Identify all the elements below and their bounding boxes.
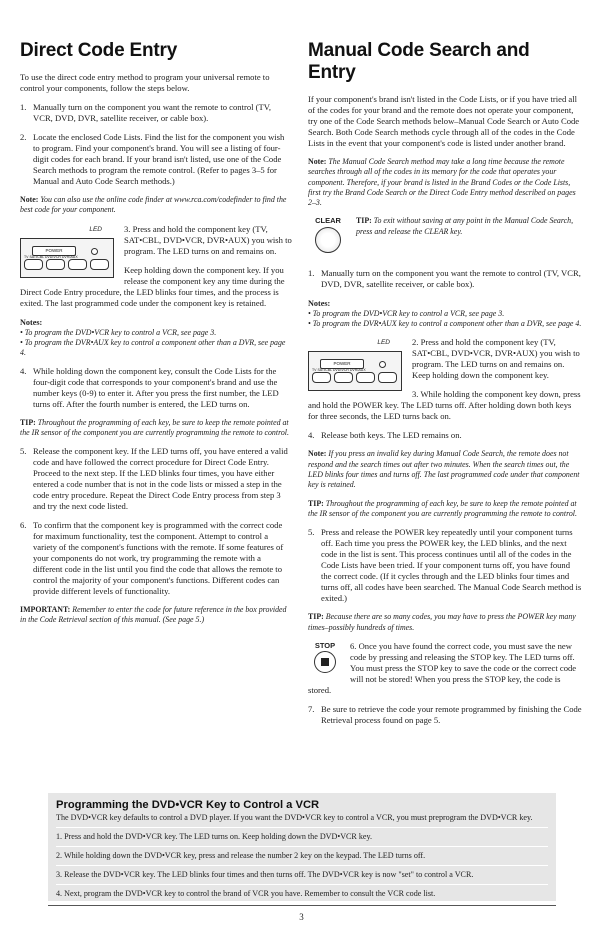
dvd-vcr-key-icon — [68, 259, 87, 270]
component-keys-figure — [312, 372, 397, 383]
step-4: 4. Release both keys. The LED remains on. — [308, 430, 462, 441]
stop-key-label: STOP — [314, 640, 336, 650]
step-text: While holding down the component key, consult the Code Lists for the four-digit code that corresponds to your component's brand and use the number keys (0-9) to enter it. After you press the first number, the LED turns off. After the fourth number is entered, the LED turns on. — [33, 365, 279, 409]
intro-text: If your component's brand isn't listed in the Code Lists, or if you have tried all of the codes for your brand and the remote does not operate your component, try one of the Code Search methods below–Manual Code Search or Auto Code Search. Both Code Search methods cycle through all of the codes in the Code Lists in the event that your component's code is listed under another brand. — [308, 94, 580, 148]
tip — [308, 216, 582, 237]
important-note — [20, 605, 292, 626]
power-key-figure: POWER — [320, 359, 364, 369]
clear-key-label: CLEAR — [315, 216, 341, 226]
box-step: 1. Press and hold the DVD•VCR key. The LED turns on. Keep holding down the DVD•VCR key. — [56, 827, 548, 846]
intro-text: To use the direct code entry method to program your universal remote to control your components, follow the steps below. — [20, 72, 270, 93]
step-text: Manually turn on the component you want the remote to control (TV, VCR, DVD, DVR, satellite receiver, or cable box). — [321, 268, 581, 290]
tip-text: To exit without saving at any point in the Manual Code Search, press and release the CLEAR key. — [356, 216, 574, 236]
power-key-figure: POWER — [32, 246, 76, 256]
component-key-labels: TV SAT•CBL DVD•VCR DVR•AUX — [24, 254, 78, 259]
tip-label: TIP: — [20, 417, 36, 427]
step-text: Locate the enclosed Code Lists. Find the list for the component you wish to program. Find your component's brand. You will see a listing of four-digit codes for each brand. If your brand isn't listed, use one of the Code Search methods to program the remote control. (Refer to pages 3–5 for Manual and Auto Code Search methods.) — [33, 132, 285, 186]
step-5: 5. Press and release the POWER key repeatedly until your component turns off. Each time you press the POWER key, the LED blinks, and the next code in the list is sent. This process continues until all of the codes in the Code Lists have been tried. If your component turns off, you have found the correct code. (If it cycles through and the LED blinks four times and turns off, all codes have been searched. The Manual Code Search method is exited.) — [308, 527, 582, 604]
note-bullet: • To program the DVD•VCR key to control a VCR, see page 3. — [20, 327, 217, 337]
step-3: 3. Press and hold the component key (TV, SAT•CBL, DVD•VCR, DVR•AUX) you wish to program. The LED turns on and remains on. — [124, 223, 292, 256]
box-step: 2. While holding down the DVD•VCR key, press and release the number 2 key on the keypad. The LED turns off. — [56, 846, 548, 865]
note-bullet: • To program the DVR•AUX key to control a component other than a DVR, see page 4. — [20, 337, 286, 357]
right-column — [308, 40, 582, 734]
step-text: Once you have found the correct code, you must save the new code by pressing and releasing the STOP key. The LED turns off. You must press the STOP key to save the code or the correct code will not be stored! When you press the STOP key, the code is stored. — [308, 640, 577, 695]
tip — [20, 418, 292, 439]
notes — [308, 298, 582, 329]
note-label: Note: — [308, 449, 327, 459]
note — [20, 195, 292, 216]
section-title-direct-code-entry: Direct Code Entry — [20, 40, 178, 61]
left-column — [20, 40, 292, 634]
step-2-3-block — [308, 337, 582, 430]
step-2: 2. Locate the enclosed Code Lists. Find the list for the component you wish to program. Find your component's brand. You will see a listing of four-digit codes for each brand. If your brand isn't listed, use one of the Code Search methods to program the remote control. (Refer to pages 3–5 for Manual and Auto Code Search methods.) — [20, 132, 285, 186]
stop-key-illustration — [308, 641, 342, 681]
step-5: 5. Release the component key. If the LED turns off, you have entered a valid code and have followed the correct procedure for Direct Code Entry. Proceed to the next step. If the LED blinks four times, you have either entered a code number that is not in the code lists or missed a step in the code entry procedure. Repeat the Direct Code Entry process from step 3 and try the next code listed. — [20, 446, 288, 512]
dvr-aux-key-icon — [378, 372, 397, 383]
section-title-manual-code-search: Manual Code Search and Entry — [308, 40, 530, 83]
step-1: 1. Manually turn on the component you want the remote to control (TV, VCR, DVD, DVR, satellite receiver, or cable box). — [20, 102, 272, 123]
step-text: Press and hold the component key (TV, SAT•CBL, DVD•VCR, DVR•AUX) you wish to program. The LED turns on and remains on. — [124, 223, 292, 256]
tv-key-icon — [312, 372, 331, 383]
tip-label: TIP: — [308, 498, 324, 508]
remote-illustration — [308, 339, 404, 391]
box-intro: The DVD•VCR key defaults to control a DVD player. If you want the DVD•VCR key to control a VCR, you must preprogram the DVD•VCR key. — [56, 813, 533, 822]
step-text: Press and release the POWER key repeatedly until your component turns off. Each time you press the POWER key, the LED blinks, and the next code in the list is sent. This process continues until all of the codes in the Code Lists have been tried. If your component turns off, you have found the correct code. (If it cycles through and the LED blinks four times and turns off, all codes have been searched. The Manual Code Search method is exited.) — [321, 527, 582, 604]
note-label: Note: — [20, 195, 39, 204]
step-7: 7. Be sure to retrieve the code your remote programmed by finishing the Code Retrieval process found on page 5. — [308, 703, 582, 725]
tip — [308, 499, 582, 520]
step-2: 2. Press and hold the component key (TV, SAT•CBL, DVD•VCR, DVR•AUX) you wish to program. The LED turns on and remains on. Keep holding down the component key. — [412, 337, 580, 381]
clear-key-illustration — [308, 216, 348, 258]
sat-cbl-key-icon — [46, 259, 65, 270]
dvd-vcr-programming-box — [48, 793, 556, 901]
footer-rule — [48, 905, 556, 906]
tip-label: TIP: — [308, 612, 324, 622]
step-3-continued: Keep holding down the component key. If you release the component key any time during the Direct Code Entry procedure, the LED blinks four times, and the process is exited. The last programmed code under the component key is retained. — [20, 264, 285, 308]
important-text: Remember to enter the code for future reference in the box provided in the Code Retrieval section of this manual. (See page 5.) — [20, 605, 287, 625]
note-text: If you press an invalid key during Manual Code Search, the remote does not respond and the search times out after two minutes. When the search times out, the LED blinks four times and turns off. The last programmed code under that component key is retained. — [308, 449, 580, 490]
note-text: You can also use the online code finder at www.rca.com/codefinder to find the best code for your component. — [20, 195, 287, 215]
stop-button-icon — [314, 651, 336, 673]
notes-label: Notes: — [308, 299, 331, 309]
step-text: Release both keys. The LED remains on. — [321, 430, 462, 441]
step-text: Be sure to retrieve the code your remote programmed by finishing the Code Retrieval process found on page 5. — [321, 703, 582, 725]
note-bullet: • To program the DVD•VCR key to control a VCR, see page 3. — [308, 309, 505, 319]
box-step: 3. Release the DVD•VCR key. The LED blinks four times and then turns off. The DVD•VCR key is now "set" to control a VCR. — [56, 865, 548, 884]
step-3: 3. While holding the component key down, press and hold the POWER key. The LED turns off. After holding down both keys for three seconds, the LED turns back on. — [308, 389, 581, 422]
note-label: Note: — [308, 157, 327, 166]
tip-text: Throughout the programming of each key, be sure to keep the remote pointed at the IR sensor of the component you are currently programming the remote to control. — [20, 417, 289, 437]
sat-cbl-key-icon — [334, 372, 353, 383]
step-3-block — [20, 224, 292, 317]
tip-label: TIP: — [356, 216, 372, 226]
step-text: While holding the component key down, press and hold the POWER key. The LED turns off. After holding down both keys for three seconds, the LED turns back on. — [308, 389, 581, 422]
note-bullet: • To program the DVR•AUX key to control a component other than a DVR, see page 4. — [308, 319, 582, 329]
step-6-block — [308, 641, 582, 704]
led-label: LED — [89, 225, 102, 233]
box-step: 4. Next, program the DVD•VCR key to control the brand of VCR you have. Remember to consult the VCR code list. — [56, 884, 548, 903]
dvd-vcr-key-icon — [356, 372, 375, 383]
box-title: Programming the DVD•VCR Key to Control a VCR — [56, 799, 320, 811]
notes-label: Notes: — [20, 317, 43, 327]
clear-button-icon — [315, 227, 341, 253]
notes — [20, 317, 292, 358]
component-key-labels: TV SAT•CBL DVD•VCR DVR•AUX — [312, 368, 366, 373]
note — [308, 449, 582, 490]
step-text: To confirm that the component key is programmed with the correct code for maximum functionality, test the component. Attempt to control a variety of the component's functions with the remote. If some features of your components do not work, try programming the remote with a different code in the list until you find the code that allows the remote to control the majority of your component's functions. Different codes can provide different levels of functionality. — [33, 520, 284, 597]
step-4: 4. While holding down the component key, consult the Code Lists for the four-digit code that corresponds to your component's brand and use the number keys (0-9) to enter it. After you press the first number, the LED turns off. After the fourth number is entered, the LED turns on. — [20, 365, 279, 409]
dvr-aux-key-icon — [90, 259, 109, 270]
tip-text: Because there are so many codes, you may have to press the POWER key many times–possibly hundreds of times. — [308, 612, 576, 632]
important-label: IMPORTANT: — [20, 605, 71, 615]
note-text: The Manual Code Search method may take a long time because the remote searches through all of the codes in its memory for the code that operates your component. Therefore, if your brand is listed in the Brand Codes or the Code Lists, first try the Brand Code Search or the Direct Code Entry method described on pages 2–3. — [308, 157, 576, 208]
step-6: 6. To confirm that the component key is programmed with the correct code for maximum functionality, test the component. Attempt to control a variety of the component's functions with the remote. If some features of your components do not work, try programming the remote with a different code in the list until you find the code that allows the remote to control the majority of your component's functions. Different codes can provide different levels of functionality. — [20, 520, 284, 597]
page-number: 3 — [299, 912, 304, 922]
step-text: Manually turn on the component you want the remote to control (TV, VCR, DVD, DVR, satellite receiver, or cable box). — [33, 102, 272, 123]
step-1: 1. Manually turn on the component you want the remote to control (TV, VCR, DVD, DVR, satellite receiver, or cable box). — [308, 268, 581, 290]
step-text: Press and hold the component key (TV, SAT•CBL, DVD•VCR, DVR•AUX) you wish to program. The LED turns on and remains on. Keep holding down the component key. — [412, 337, 580, 381]
note — [308, 157, 582, 208]
tip — [308, 612, 582, 633]
step-6: 6. Once you have found the correct code, you must save the new code by pressing and releasing the STOP key. The LED turns off. You must press the STOP key to save the code or the correct code will not be stored! When you press the STOP key, the code is stored. — [308, 640, 577, 695]
tv-key-icon — [24, 259, 43, 270]
tip-text: Throughout the programming of each key, be sure to keep the remote pointed at the IR sensor of the component you are currently programming the remote to control. — [308, 498, 577, 518]
component-keys-figure — [24, 259, 109, 270]
led-label: LED — [377, 339, 390, 347]
clear-tip-block — [308, 216, 582, 262]
step-text: Release the component key. If the LED turns off, you have entered a valid code and have followed the correct procedure for Direct Code Entry. Proceed to the next step. If the LED blinks four times, you have either entered a code number that is not in the code lists or missed a step in the code entry procedure. Repeat the Direct Code Entry process from step 3 and try the next code listed. — [33, 446, 288, 512]
